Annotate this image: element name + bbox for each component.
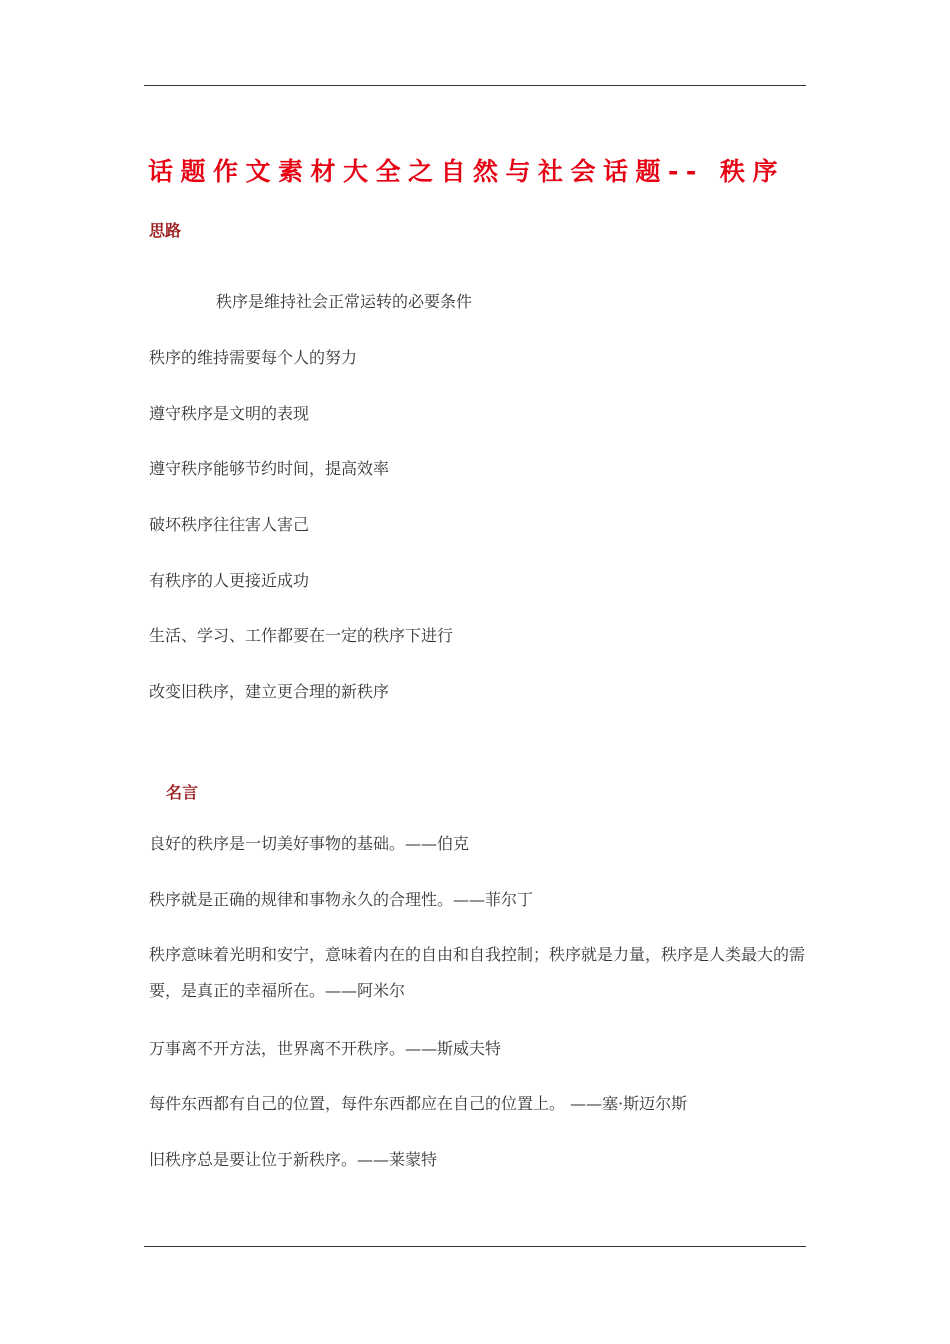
silu-line: 破坏秩序往往害人害己 bbox=[149, 515, 310, 534]
silu-line: 秩序的维持需要每个人的努力 bbox=[149, 348, 358, 367]
header-rule bbox=[144, 85, 806, 86]
silu-line: 遵守秩序能够节约时间，提高效率 bbox=[149, 459, 390, 478]
silu-line: 有秩序的人更接近成功 bbox=[149, 571, 310, 590]
silu-line: 改变旧秩序，建立更合理的新秩序 bbox=[149, 682, 390, 701]
silu-line: 生活、学习、工作都要在一定的秩序下进行 bbox=[149, 626, 454, 645]
quote-line: 旧秩序总是要让位于新秩序。——莱蒙特 bbox=[149, 1150, 438, 1169]
quote-line: 秩序就是正确的规律和事物永久的合理性。——菲尔丁 bbox=[149, 890, 534, 909]
silu-line: 秩序是维持社会正常运转的必要条件 bbox=[216, 292, 473, 311]
quote-line: 秩序意味着光明和安宁，意味着内在的自由和自我控制；秩序就是力量，秩序是人类最大的需要，是真正的幸福所在。——阿米尔 bbox=[149, 945, 806, 1000]
quote-line: 良好的秩序是一切美好事物的基础。——伯克 bbox=[149, 834, 470, 853]
document-title: 话题作文素材大全之自然与社会话题-- 秩序 bbox=[148, 157, 785, 186]
footer-rule bbox=[144, 1246, 806, 1247]
section-heading-silu: 思路 bbox=[149, 221, 182, 240]
silu-line: 遵守秩序是文明的表现 bbox=[149, 404, 310, 423]
quote-line: 万事离不开方法，世界离不开秩序。——斯威夫特 bbox=[149, 1039, 502, 1058]
section-heading-mingyan: 名言 bbox=[166, 783, 199, 802]
quote-line: 每件东西都有自己的位置，每件东西都应在自己的位置上。 ——塞·斯迈尔斯 bbox=[149, 1094, 688, 1113]
